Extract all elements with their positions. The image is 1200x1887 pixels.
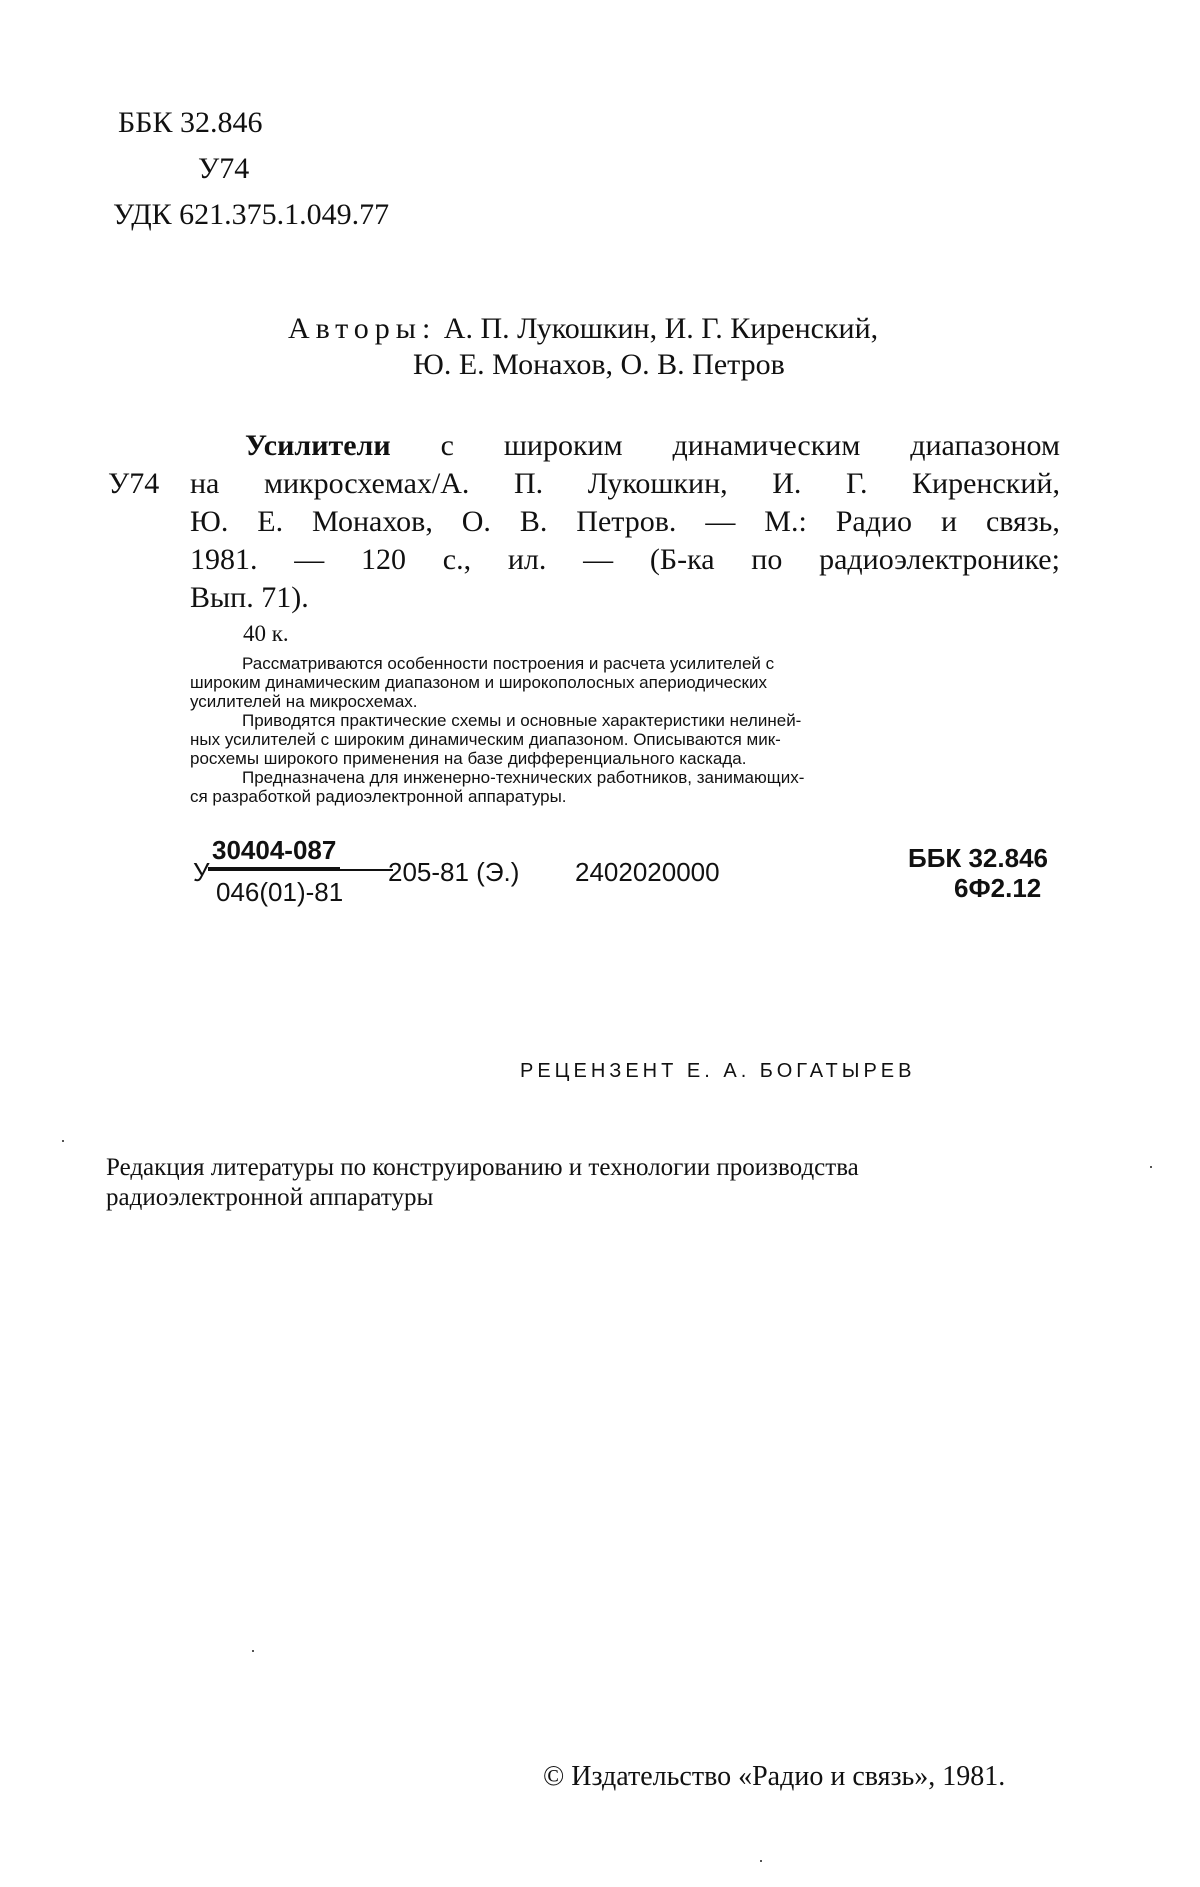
record-line-4: 1981. — 120 с., ил. — (Б-ка по радиоэлектронике; — [190, 543, 1060, 576]
udk-code: УДК 621.375.1.049.77 — [113, 198, 390, 231]
record-line-2: на микросхемах/А. П. Лукошкин, И. Г. Киренский, — [190, 467, 1060, 500]
index-denominator: 046(01)-81 — [216, 877, 344, 907]
authors-names-1: А. П. Лукошкин, И. Г. Киренский, — [443, 312, 879, 345]
annotation — [190, 654, 1060, 806]
bbk-code: ББК 32.846 — [118, 106, 263, 139]
index-middle: 205-81 (Э.) — [388, 857, 520, 887]
scan-speck — [252, 1650, 254, 1652]
price: 40 к. — [243, 621, 289, 646]
authors-label: Авторы: — [288, 312, 437, 345]
index-numerator: 30404-087 — [208, 834, 340, 866]
annotation-p3-line-2: ся разработкой радиоэлектронной аппаратуры. — [190, 787, 567, 806]
annotation-p1-line-3: усилителей на микросхемах. — [190, 692, 418, 711]
scan-speck — [1150, 1166, 1152, 1168]
record-title-bold: Усилители — [245, 429, 391, 462]
authors-line-2: Ю. Е. Монахов, О. В. Петров — [413, 348, 785, 381]
index-prefix: У — [193, 857, 210, 887]
fraction-bar — [208, 869, 393, 871]
editorial-line-1: Редакция литературы по конструированию и технологии производства — [106, 1154, 859, 1181]
annotation-p3-line-1: Предназначена для инженерно-технических работников, занимающих- — [242, 768, 805, 787]
editorial-line-2: радиоэлектронной аппаратуры — [106, 1184, 434, 1211]
authors-line-1 — [288, 310, 878, 348]
annotation-p2-line-2: ных усилителей с широким динамическим диапазоном. Описываются мик- — [190, 730, 781, 749]
annotation-p1-line-1: Рассматриваются особенности построения и расчета усилителей с — [242, 654, 775, 673]
record-line-1: Усилители с широким динамическим диапазоном — [245, 427, 1060, 465]
reviewer: РЕЦЕНЗЕНТ Е. А. БОГАТЫРЕВ — [520, 1060, 916, 1082]
index-bbk-right: ББК 32.846 — [908, 843, 1048, 873]
scan-speck — [62, 1140, 64, 1142]
scan-speck — [760, 1860, 762, 1862]
record-author-mark: У74 — [108, 467, 160, 500]
record-line-3: Ю. Е. Монахов, О. В. Петров. — М.: Радио и связь, — [190, 505, 1060, 538]
index-number: 2402020000 — [575, 857, 720, 887]
author-mark: У74 — [198, 152, 250, 185]
annotation-p2-line-3: росхемы широкого применения на базе дифференциального каскада. — [190, 749, 747, 768]
index-bbk-right-2: 6Ф2.12 — [954, 873, 1042, 903]
annotation-p2-line-1: Приводятся практические схемы и основные характеристики нелиней- — [242, 711, 802, 730]
record-line-5: Вып. 71). — [190, 581, 309, 614]
annotation-p1-line-2: широким динамическим диапазоном и широкополосных апериодических — [190, 673, 767, 692]
copyright: © Издательство «Радио и связь», 1981. — [543, 1761, 1006, 1792]
